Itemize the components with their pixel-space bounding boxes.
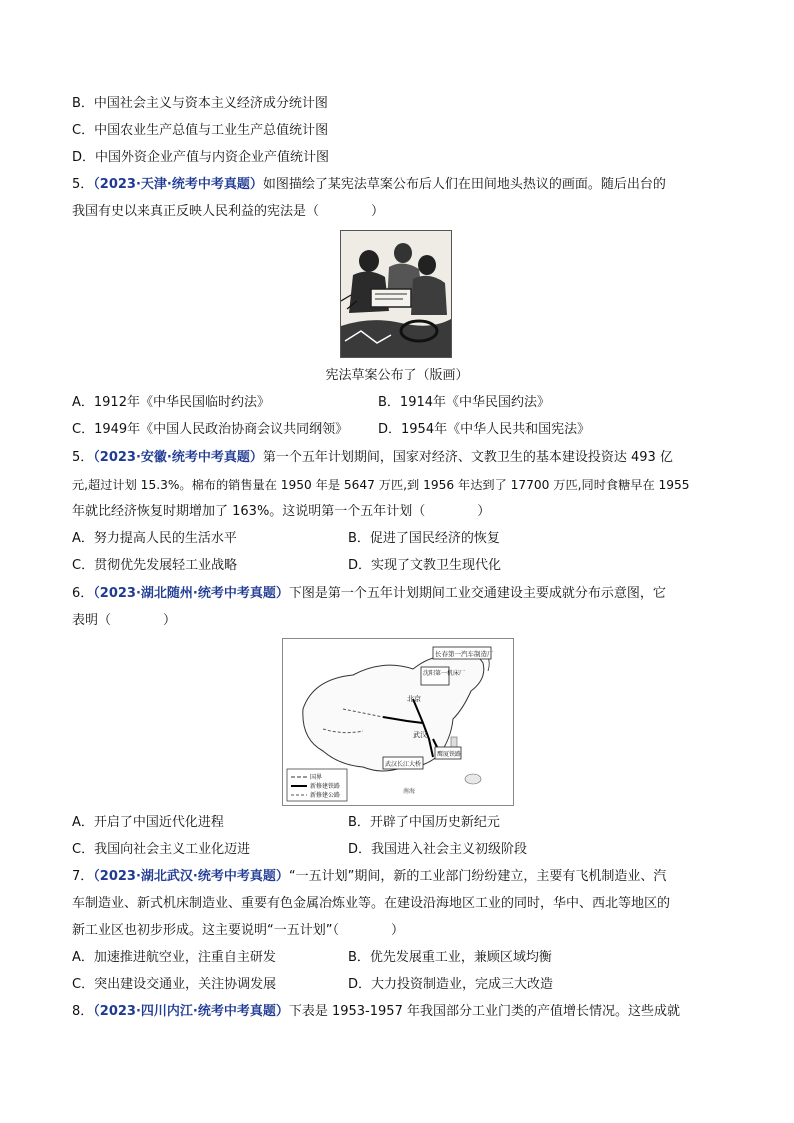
map-label-changchun: 长春第一汽车制造厂 bbox=[435, 650, 494, 658]
q7-options-row1 bbox=[72, 949, 732, 967]
q5a-source: （2023·天津·统考中考真题） bbox=[93, 177, 263, 192]
legend-rail-label: 新修建铁路 bbox=[310, 783, 341, 790]
map-label-bridge: 武汉长江大桥 bbox=[385, 761, 422, 768]
q5a-option-a: A．1912年《中华民国临时约法》 bbox=[72, 395, 270, 410]
q8-stem-line1 bbox=[72, 1003, 680, 1021]
q5b-source: （2023·安徽·统考中考真题） bbox=[93, 450, 263, 465]
q6-option-b: B．开辟了中国历史新纪元 bbox=[348, 815, 500, 830]
legend-road-label: 新修建公路 bbox=[310, 792, 341, 799]
q8-source: （2023·四川内江·统考中考真题） bbox=[93, 1004, 289, 1019]
q5b-option-b: B．促进了国民经济的恢复 bbox=[348, 531, 500, 546]
china-industry-map bbox=[282, 638, 514, 806]
q7-stem-line3: 新工业区也初步形成。这主要说明“一五计划”（ ） bbox=[72, 923, 404, 938]
q6-text1: 下图是第一个五年计划期间工业交通建设主要成就分布示意图，它 bbox=[288, 586, 666, 601]
q5a-text1: 如图描绘了某宪法草案公布后人们在田间地头热议的画面。随后出台的 bbox=[262, 177, 666, 192]
q7-option-a: A．加速推进航空业，注重自主研发 bbox=[72, 950, 276, 965]
q5b-stem-line1 bbox=[72, 449, 673, 467]
q5b-stem-line3: 年就比经济恢复时期增加了 163%。这说明第一个五年计划（ ） bbox=[72, 504, 491, 519]
q5b-stem-line2: 元,超过计划 15.3%。棉布的销售量在 1950 年是 5647 万匹,到 1956 年达到了 17700 万匹,同时食糖早在 1955 bbox=[72, 478, 690, 492]
legend-border-label: 国界 bbox=[310, 774, 323, 781]
q6-options-row1 bbox=[72, 814, 732, 832]
q7-number: 7． bbox=[72, 869, 94, 884]
q6-stem-line2: 表明（ ） bbox=[72, 613, 177, 628]
map-label-sea: 南海 bbox=[403, 788, 416, 795]
q7-text1: “一五计划”期间，新的工业部门纷纷建立，主要有飞机制造业、汽 bbox=[288, 869, 667, 884]
map-label-shenyang: 沈阳第一机床厂 bbox=[423, 670, 466, 677]
map-label-beijing: 北京 bbox=[407, 695, 421, 703]
q6-number: 6． bbox=[72, 586, 94, 601]
q5a-option-c: C．1949年《中国人民政治协商会议共同纲领》 bbox=[72, 422, 349, 437]
q7-option-d: D．大力投资制造业，完成三大改造 bbox=[348, 977, 554, 992]
q5b-text1: 第一个五年计划期间，国家对经济、文教卫生的基本建设投资达 493 亿 bbox=[262, 450, 673, 465]
q5b-option-c: C．贯彻优先发展轻工业战略 bbox=[72, 558, 238, 573]
map-label-railway: 鹰厦铁路 bbox=[437, 751, 462, 758]
q6-stem-line1 bbox=[72, 585, 666, 603]
q6-options-row2 bbox=[72, 841, 732, 859]
q7-option-c: C．突出建设交通业，关注协调发展 bbox=[72, 977, 277, 992]
q5b-option-a: A．努力提高人民的生活水平 bbox=[72, 531, 237, 546]
map-label-wuhan: 武汉 bbox=[413, 731, 427, 739]
q5b-number: 5． bbox=[72, 450, 94, 465]
q5a-number: 5． bbox=[72, 177, 94, 192]
q4-option-b: B．中国社会主义与资本主义经济成分统计图 bbox=[72, 96, 328, 111]
map-drawing bbox=[283, 639, 513, 805]
q8-number: 8． bbox=[72, 1004, 94, 1019]
woodcut-print-image bbox=[340, 230, 452, 358]
q7-stem-line1 bbox=[72, 868, 666, 886]
q5b-options-row1 bbox=[72, 530, 732, 548]
q8-text1: 下表是 1953-1957 年我国部分工业门类的产值增长情况。这些成就 bbox=[288, 1004, 680, 1019]
q7-options-row2 bbox=[72, 976, 732, 994]
q6-option-c: C．我国向社会主义工业化迈进 bbox=[72, 842, 251, 857]
woodcut-caption: 宪法草案公布了（版画） bbox=[325, 368, 469, 383]
q5a-options-row2 bbox=[72, 421, 732, 439]
q5a-stem-line2: 我国有史以来真正反映人民利益的宪法是（ ） bbox=[72, 204, 385, 219]
q5a-options-row1 bbox=[72, 394, 732, 412]
q5b-options-row2 bbox=[72, 557, 732, 575]
q5a-stem-line1 bbox=[72, 176, 666, 194]
q4-option-c: C．中国农业生产总值与工业生产总值统计图 bbox=[72, 123, 329, 138]
q6-option-a: A．开启了中国近代化进程 bbox=[72, 815, 224, 830]
q6-option-d: D．我国进入社会主义初级阶段 bbox=[348, 842, 528, 857]
q6-source: （2023·湖北随州·统考中考真题） bbox=[93, 586, 289, 601]
q4-option-d: D．中国外资企业产值与内资企业产值统计图 bbox=[72, 150, 330, 165]
woodcut-illustration bbox=[341, 231, 451, 357]
q5a-option-b: B．1914年《中华民国约法》 bbox=[378, 395, 551, 410]
q7-option-b: B．优先发展重工业，兼顾区域均衡 bbox=[348, 950, 552, 965]
q5a-option-d: D．1954年《中华人民共和国宪法》 bbox=[378, 422, 591, 437]
q7-stem-line2: 车制造业、新式机床制造业、重要有色金属冶炼业等。在建设沿海地区工业的同时，华中、西北等地区的 bbox=[72, 896, 671, 911]
q7-source: （2023·湖北武汉·统考中考真题） bbox=[93, 869, 289, 884]
q5b-option-d: D．实现了文教卫生现代化 bbox=[348, 558, 502, 573]
